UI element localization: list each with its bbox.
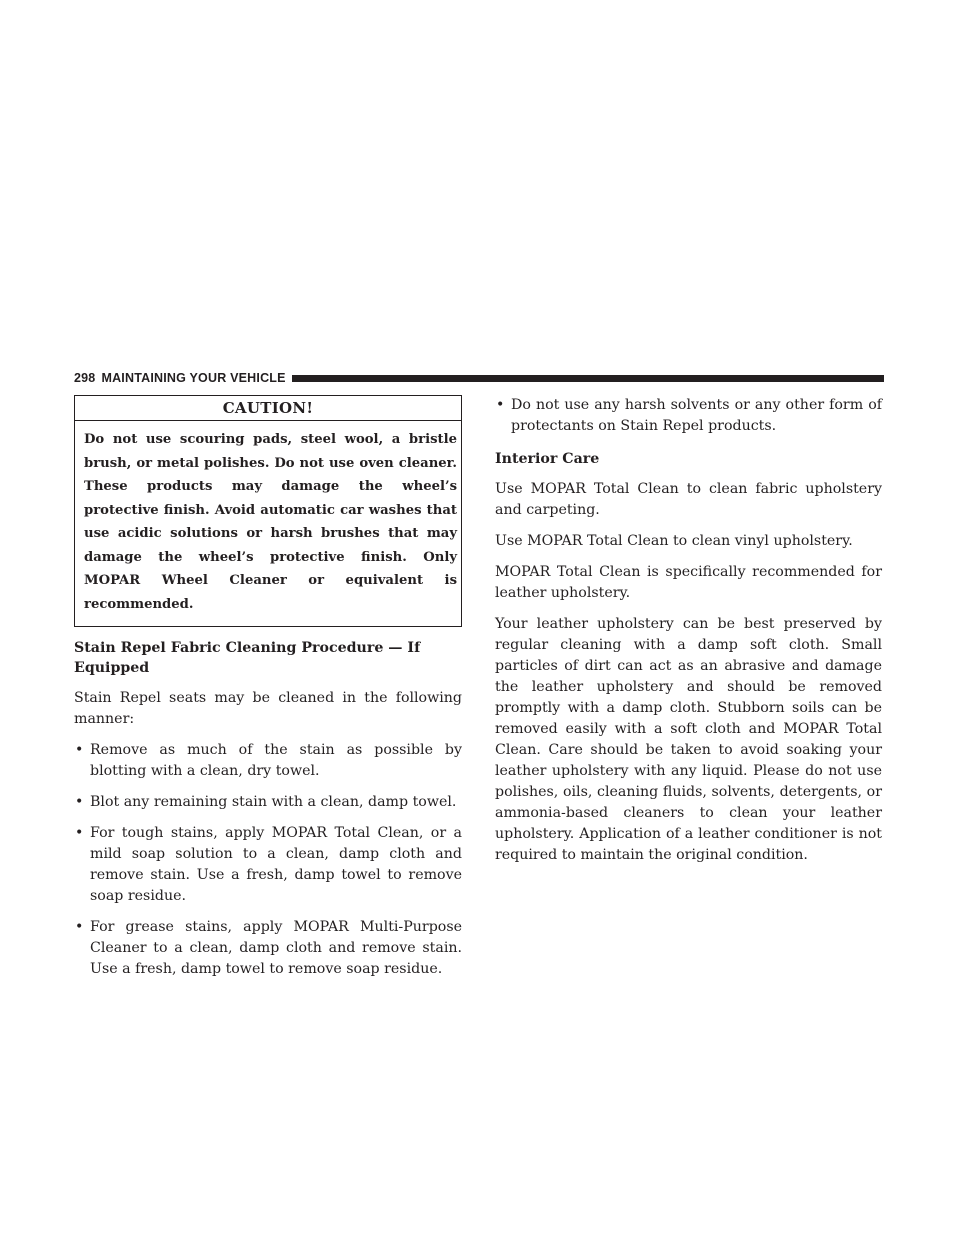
paragraph: Use MOPAR Total Clean to clean fabric upholstery and carpeting. <box>495 481 882 518</box>
left-column <box>74 395 462 980</box>
intro-paragraph: Stain Repel seats may be cleaned in the following manner: <box>74 690 462 727</box>
list-item <box>74 823 462 907</box>
list-item-text: For grease stains, apply MOPAR Multi-Purpose Cleaner to a clean, damp cloth and remove stain. Use a fresh, damp towel to remove soap residue. <box>90 919 462 977</box>
bullet-icon: • <box>75 919 84 935</box>
bullet-icon: • <box>496 397 505 413</box>
page-header <box>74 370 884 386</box>
bullet-icon: • <box>75 825 84 841</box>
section-title: MAINTAINING YOUR VEHICLE <box>101 371 286 385</box>
list-item-text: For tough stains, apply MOPAR Total Clean, or a mild soap solution to a clean, damp cloth and remove stain. Use a fresh, damp towel to remove soap residue. <box>90 825 462 904</box>
bullet-icon: • <box>75 794 84 810</box>
right-column <box>495 395 882 866</box>
page-number: 298 <box>74 371 96 385</box>
caution-box <box>74 395 462 627</box>
bullet-list <box>495 395 882 437</box>
list-item <box>495 395 882 437</box>
section-heading: Interior Care <box>495 451 600 467</box>
header-rule <box>292 375 884 382</box>
paragraph: Your leather upholstery can be best preserved by regular cleaning with a damp soft cloth. Small particles of dirt can act as an abrasive and damage the leather upholstery and should be removed promptly with a damp cloth. Stubborn soils can be removed easily with a soft cloth and MOPAR Total Clean. Care should be taken to avoid soaking your leather upholstery with any liquid. Please do not use polishes, oils, cleaning fluids, solvents, detergents, or ammonia-based cleaners to clean your leather upholstery. Application of a leather conditioner is not required to maintain the original condition. <box>495 616 882 863</box>
section-heading: Stain Repel Fabric Cleaning Procedure — If Equipped <box>74 640 421 676</box>
list-item-text: Blot any remaining stain with a clean, damp towel. <box>90 794 457 810</box>
list-item-text: Do not use any harsh solvents or any other form of protectants on Stain Repel products. <box>511 397 882 434</box>
list-item <box>74 740 462 782</box>
paragraph: Use MOPAR Total Clean to clean vinyl upholstery. <box>495 533 853 549</box>
bullet-icon: • <box>75 742 84 758</box>
bullet-list <box>74 740 462 980</box>
caution-text: Do not use scouring pads, steel wool, a bristle brush, or metal polishes. Do not use oven cleaner. These products may damage the wheel’s protective finish. Avoid automatic car washes that use acidic solutions or harsh brushes that may damage the wheel’s protective finish. Only MOPAR Wheel Cleaner or equivalent is recommended. <box>84 432 457 612</box>
caution-title: CAUTION! <box>75 396 461 421</box>
paragraph: MOPAR Total Clean is specifically recommended for leather upholstery. <box>495 564 882 601</box>
list-item <box>74 917 462 980</box>
list-item-text: Remove as much of the stain as possible by blotting with a clean, dry towel. <box>90 742 462 779</box>
list-item <box>74 792 462 813</box>
